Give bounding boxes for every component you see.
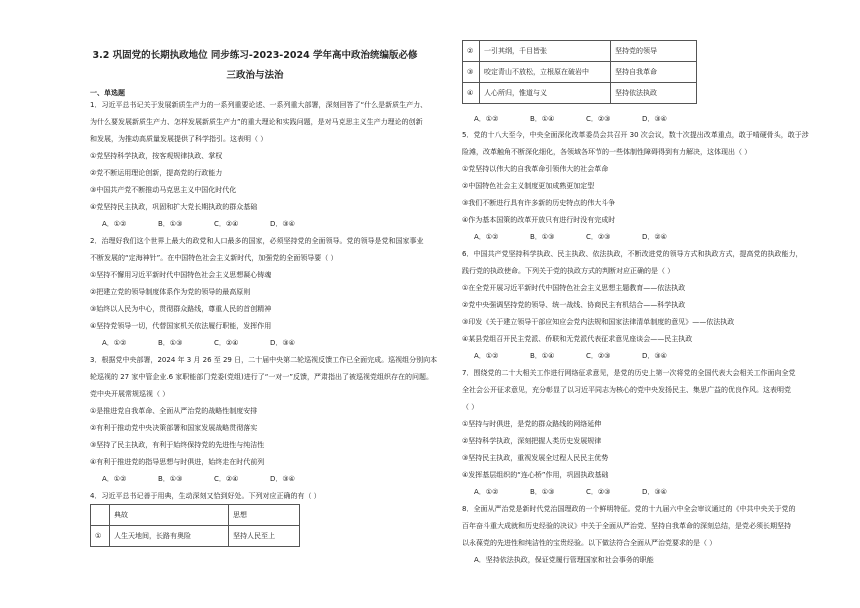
section-heading: 一、单选题 [90,89,125,97]
question-4-table-part1 [90,504,300,547]
question-3-line: 轮巡视的 27 家中管企业.6 家职能部门党委(党组)进行了“一对一”反馈，严肃指出了被巡视党组织存在的问题。 [90,373,433,381]
question-4-line: 4．习近平总书记善于用典，生动深刻又恰到好处。下列对应正确的有（ ） [90,492,321,500]
question-3-item: ④有利于推进党的指导思想与时俱进，始终走在时代前列 [90,458,265,466]
question-8-option-a[interactable]: A．坚持依法执政，保证党履行管理国家和社会事务的职能 [474,556,654,564]
question-1-item: ②党不断运用理论创新，提高党的行政能力 [90,169,223,177]
question-3-item: ②有利于推动党中央决策部署和国家发展战略贯彻落实 [90,424,258,432]
option-d[interactable]: D．③④ [642,488,667,496]
question-5-item: ④作为基本国策的改革开放只有进行时没有完成时 [462,216,616,224]
table-row [91,526,300,547]
option-d[interactable]: D．③④ [642,352,667,360]
question-3-line: 党中央开展常规巡视（ ） [90,390,170,398]
question-6-item: ④某县党组召开民主党派、侨联和无党派代表征求意见座谈会——民主执政 [462,335,693,343]
question-8-line: 百年奋斗重大成就和历史经验的决议》中关于全面从严治党、坚持自我革命的深刻总结，是党必须长期坚持 [462,522,791,530]
document-title-line2: 三政治与法治 [226,70,284,81]
table-row [463,83,697,104]
question-5-item: ②中国特色社会主义制度更加成熟更加定型 [462,182,595,190]
table-row [463,62,697,83]
question-3-item: ①是推进党自我革命、全面从严治党的战略性制度安排 [90,407,258,415]
question-7-options [474,488,698,497]
option-c[interactable]: C．②④ [214,339,239,347]
question-4-options [474,115,698,124]
question-7-item: ③坚持民主执政，重视发展全过程人民民主优势 [462,454,609,462]
document-title-line1: 3.2 巩固党的长期执政地位 同步练习-2023-2024 学年高中政治统编版必修 [92,50,418,61]
option-b[interactable]: B．①③ [530,488,555,496]
question-2-item: ②把建立党的领导制度体系作为党的领导的最高原则 [90,288,251,296]
question-5-options [474,233,698,242]
question-1-line: 和发展，为推动高质量发展提供了科学指引。这表明（ ） [90,135,268,143]
question-2-line: 2．治理好我们这个世界上最大的政党和人口最多的国家，必须坚持党的全面领导。党的领导是党和国家事业 [90,237,424,245]
row-number: ② [463,41,480,62]
question-2-line: 不断发展的“定海神针”。在中国特色社会主义新时代，加强党的全面领导要（ ） [90,254,338,262]
question-8-line: 以永葆党的先进性和纯洁性的宝贵经验。以下做法符合全面从严治党要求的是（ ） [462,539,717,547]
question-3-item: ③坚持了民主执政，有利于始终保持党的先进性与纯洁性 [90,441,265,449]
question-4-table-part2 [462,40,697,104]
question-5-line: 5．党的十八大至今，中央全面深化改革委员会共召开 30 次会议，数十次提出改革重点，敢于啃硬骨头，敢于涉 [462,131,809,139]
option-b[interactable]: B．①③ [158,220,183,228]
question-7-item: ④发挥基层组织的“连心桥”作用，巩固执政基础 [462,471,609,479]
question-7-item: ①坚持与时俱进，是党的群众路线的网络延伸 [462,420,602,428]
row-idea: 坚持人民至上 [229,526,300,547]
option-a[interactable]: A．①② [474,115,499,123]
question-6-line: 6．中国共产党坚持科学执政、民主执政、依法执政，不断改进党的领导方式和执政方式，提高党的执政能力， [462,250,803,258]
question-6-item: ③印发《关于建立领导干部应知应会党内法规和国家法律清单制度的意见》——依法执政 [462,318,735,326]
option-d[interactable]: D．③④ [270,220,295,228]
question-7-item: ②坚持科学执政，深刻把握人类历史发展规律 [462,437,602,445]
question-2-item: ③始终以人民为中心，贯彻群众路线，尊重人民的首创精神 [90,305,272,313]
option-a[interactable]: A．①② [474,488,499,496]
question-5-line: 险滩，改革触角不断深化细化，各领域各环节的一些体制性障碍得到有力解决，这体现出（ ） [462,148,752,156]
question-7-line: 全社会公开征求意见，充分彰显了以习近平同志为核心的党中央发扬民主、集思广益的优良作风。这表明党 [462,386,791,394]
row-allusion: 人生天地间，长路有奥险 [110,526,229,547]
question-7-line: 7．围绕党的二十大相关工作进行网络征求意见，是党的历史上第一次将党的全国代表大会相关工作面向全党 [462,369,796,377]
option-d[interactable]: D．③④ [642,115,667,123]
row-idea: 坚持党的领导 [611,41,697,62]
question-6-options [474,352,698,361]
table-header-idea: 思想 [229,505,300,526]
option-b[interactable]: B．①④ [530,352,555,360]
question-3-line: 3．根据党中央部署，2024 年 3 月 26 至 29 日，二十届中央第二轮巡视反馈工作已全面完成。巡视组分别向本 [90,356,438,364]
question-6-item: ①在全党开展习近平新时代中国特色社会主义思想主题教育——依法执政 [462,284,686,292]
option-a[interactable]: A．①② [102,220,127,228]
question-3-options [102,475,326,484]
question-1-item: ④党坚持民主执政，巩固和扩大党长期执政的群众基础 [90,203,258,211]
row-idea: 坚持自我革命 [611,62,697,83]
question-1-line: 1．习近平总书记关于发展新质生产力的一系列重要论述、一系列重大部署，深刻回答了“什么是新质生产力、 [90,101,428,109]
row-allusion: 咬定青山不放松，立根原在破岩中 [480,62,611,83]
question-1-item: ①党坚持科学执政，按客观规律执政、掌权 [90,152,223,160]
table-header-allusion: 典故 [110,505,229,526]
row-allusion: 人心所归，惟道与义 [480,83,611,104]
question-2-item: ①坚持不懈用习近平新时代中国特色社会主义思想凝心铸魂 [90,271,272,279]
question-1-options [102,220,326,229]
option-c[interactable]: C．②④ [214,475,239,483]
question-2-options [102,339,326,348]
option-c[interactable]: C．②④ [214,220,239,228]
option-b[interactable]: B．①③ [158,339,183,347]
option-c[interactable]: C．②③ [586,233,611,241]
question-5-item: ①党坚持以伟大的自我革命引领伟大的社会革命 [462,165,609,173]
option-c[interactable]: C．②③ [586,115,611,123]
option-a[interactable]: A．①② [474,233,499,241]
row-number: ① [91,526,110,547]
option-d[interactable]: D．③④ [270,339,295,347]
option-d[interactable]: D．③④ [270,475,295,483]
question-8-line: 8．全面从严治党是新时代党治国理政的一个鲜明特征。党的十九届六中全会审议通过的《中共中央关于党的 [462,505,796,513]
option-a[interactable]: A．①② [102,339,127,347]
row-allusion: 一引其纲，千目皆张 [480,41,611,62]
option-c[interactable]: C．②③ [586,488,611,496]
question-6-line: 践行党的执政使命。下列关于党的执政方式的判断对应正确的是（ ） [462,267,675,275]
option-b[interactable]: B．①③ [158,475,183,483]
question-2-item: ④坚持党领导一切，代替国家机关依法履行职能，发挥作用 [90,322,272,330]
question-6-item: ②党中央强调坚持党的领导、统一战线、协商民主有机结合——科学执政 [462,301,686,309]
table-row [463,41,697,62]
option-d[interactable]: D．②④ [642,233,667,241]
question-1-line: 为什么要发展新质生产力、怎样发展新质生产力”的重大理论和实践问题，是对马克思主义生产力理论的创新 [90,118,423,126]
option-a[interactable]: A．①② [102,475,127,483]
row-number: ③ [463,62,480,83]
option-c[interactable]: C．②③ [586,352,611,360]
row-number: ④ [463,83,480,104]
question-1-item: ③中国共产党不断推动马克思主义中国化时代化 [90,186,237,194]
option-b[interactable]: B．①③ [530,233,555,241]
option-b[interactable]: B．①④ [530,115,555,123]
row-idea: 坚持依法执政 [611,83,697,104]
table-header-row [91,505,300,526]
option-a[interactable]: A．①② [474,352,499,360]
question-7-line: （ ） [462,403,479,411]
question-5-item: ③我们不断进行具有许多新的历史特点的伟大斗争 [462,199,616,207]
